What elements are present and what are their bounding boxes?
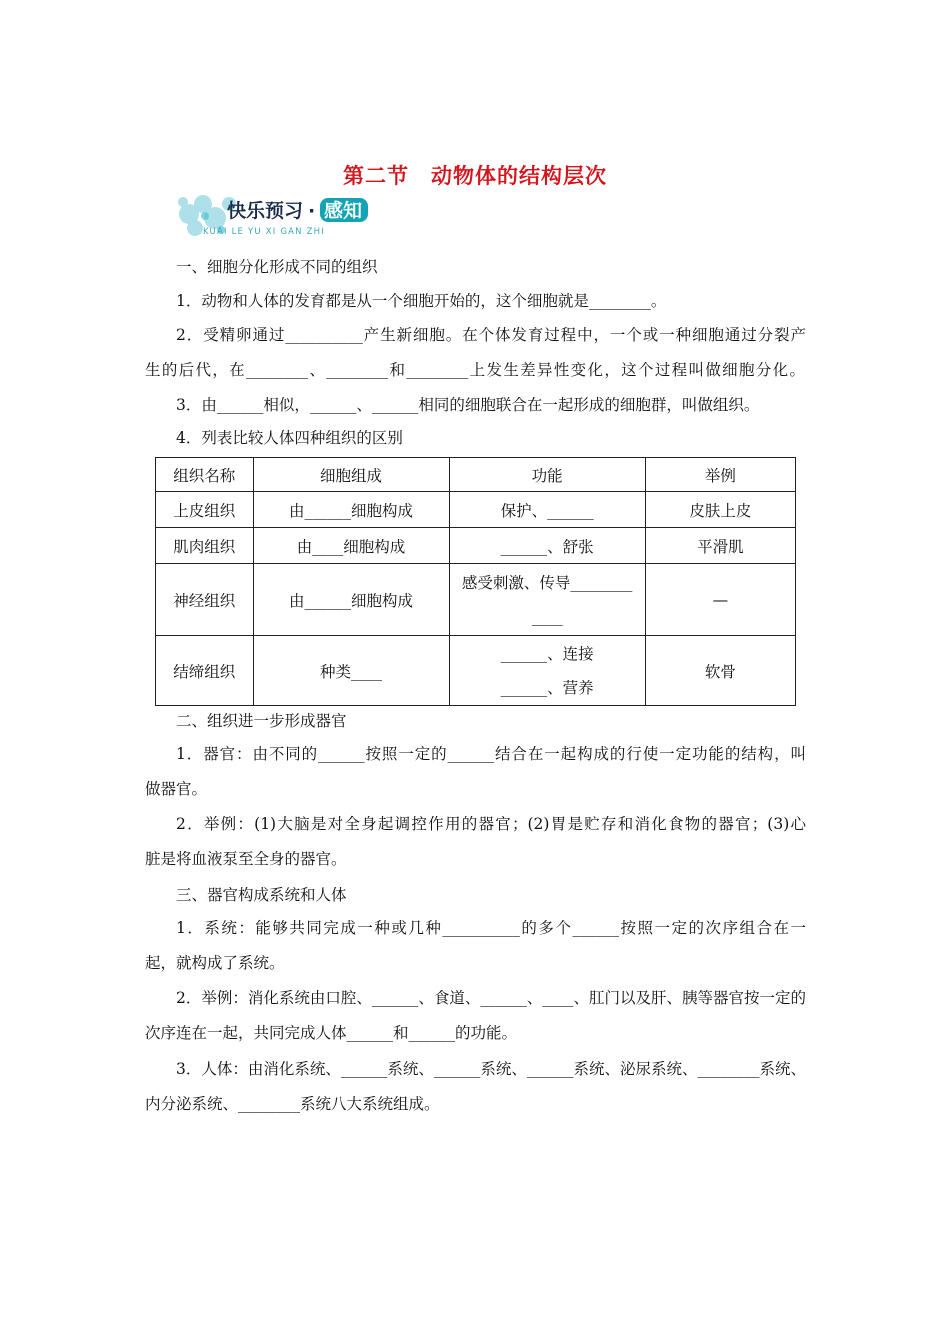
table-cell bbox=[449, 564, 645, 636]
s1-question-2-line1: 2．受精卵通过__________产生新细胞。在个体发育过程中，一个或一种细胞通过分裂产 bbox=[176, 326, 806, 344]
s3-question-2-line2: 次序连在一起，共同完成人体______和______的功能。 bbox=[145, 1024, 518, 1042]
table-cell: 皮肤上皮 bbox=[645, 492, 795, 528]
table-header-cell: 细胞组成 bbox=[253, 458, 449, 492]
s3-question-1-line1: 1．系统：能够共同完成一种或几种__________的多个______按照一定的次序组合在一 bbox=[176, 919, 806, 937]
page-title: 第二节 动物体的结构层次 bbox=[343, 164, 607, 188]
table-cell-line: ____ bbox=[531, 607, 563, 626]
s2-question-2-line2: 脏是将血液泵至全身的器官。 bbox=[145, 850, 347, 868]
s3-question-3-line2: 内分泌系统、________系统八大系统组成。 bbox=[145, 1095, 440, 1113]
table-cell: 神经组织 bbox=[156, 564, 254, 636]
banner-kuaile-yuxi bbox=[175, 190, 405, 240]
s1-question-2-line2: 生的后代，在________、________和________上发生差异性变化，这个过程叫做细胞分化。 bbox=[145, 361, 805, 379]
table-cell: 软骨 bbox=[645, 636, 795, 706]
section1-heading: 一、细胞分化形成不同的组织 bbox=[176, 258, 378, 276]
section2-heading: 二、组织进一步形成器官 bbox=[176, 712, 347, 730]
table-header-row bbox=[156, 458, 796, 492]
table-cell: 平滑肌 bbox=[645, 528, 795, 564]
table-cell: 上皮组织 bbox=[156, 492, 254, 528]
table-cell: 种类____ bbox=[253, 636, 449, 706]
banner-dot: · bbox=[308, 200, 316, 222]
table-cell: 保护、______ bbox=[449, 492, 645, 528]
section3-heading: 三、器官构成系统和人体 bbox=[176, 886, 347, 904]
table-cell-line: ______、营养 bbox=[500, 678, 594, 697]
table-cell: 由____细胞构成 bbox=[253, 528, 449, 564]
table-header-cell: 功能 bbox=[449, 458, 645, 492]
table-row bbox=[156, 492, 796, 528]
table-cell: ______、舒张 bbox=[449, 528, 645, 564]
s3-question-3-line1: 3．人体：由消化系统、______系统、______系统、______系统、泌尿系统、________系统、 bbox=[176, 1060, 806, 1078]
s2-question-1-line1: 1．器官：由不同的______按照一定的______结合在一起构成的行使一定功能的结构，叫 bbox=[176, 745, 806, 763]
banner-pinyin: KUAI LE YU XI GAN ZHI bbox=[203, 227, 325, 237]
s3-question-1-line2: 起，就构成了系统。 bbox=[145, 954, 285, 972]
banner-main-text: 快乐预习 bbox=[227, 200, 304, 222]
s2-question-2-line1: 2．举例：(1)大脑是对全身起调控作用的器官；(2)胃是贮存和消化食物的器官；(3)心 bbox=[176, 815, 806, 833]
s1-question-1: 1．动物和人体的发育都是从一个细胞开始的，这个细胞就是________。 bbox=[176, 292, 667, 310]
s3-question-2-line1: 2．举例：消化系统由口腔、______、食道、______、____、肛门以及肝、胰等器官按一定的 bbox=[176, 989, 806, 1007]
table-row bbox=[156, 528, 796, 564]
table-cell bbox=[449, 636, 645, 706]
table-cell-line: ______、连接 bbox=[500, 644, 594, 663]
s2-question-1-line2: 做器官。 bbox=[145, 780, 208, 798]
banner-graphic bbox=[175, 190, 405, 240]
table-row bbox=[156, 636, 796, 706]
banner-highlight-text: 感知 bbox=[324, 200, 363, 222]
table-cell: 结缔组织 bbox=[156, 636, 254, 706]
table-row bbox=[156, 564, 796, 636]
table-header-cell: 组织名称 bbox=[156, 458, 254, 492]
table-cell-line: 感受刺激、传导________ bbox=[461, 573, 633, 592]
tissue-comparison-table bbox=[155, 457, 796, 706]
table-header-cell: 举例 bbox=[645, 458, 795, 492]
s1-question-3: 3．由______相似，______、______相同的细胞联合在一起形成的细胞群，叫做组织。 bbox=[176, 396, 760, 414]
table-cell: 由______细胞构成 bbox=[253, 564, 449, 636]
table-cell: 由______细胞构成 bbox=[253, 492, 449, 528]
s1-question-4: 4．列表比较人体四种组织的区别 bbox=[176, 429, 403, 447]
table-cell: — bbox=[645, 564, 795, 636]
table-cell: 肌肉组织 bbox=[156, 528, 254, 564]
